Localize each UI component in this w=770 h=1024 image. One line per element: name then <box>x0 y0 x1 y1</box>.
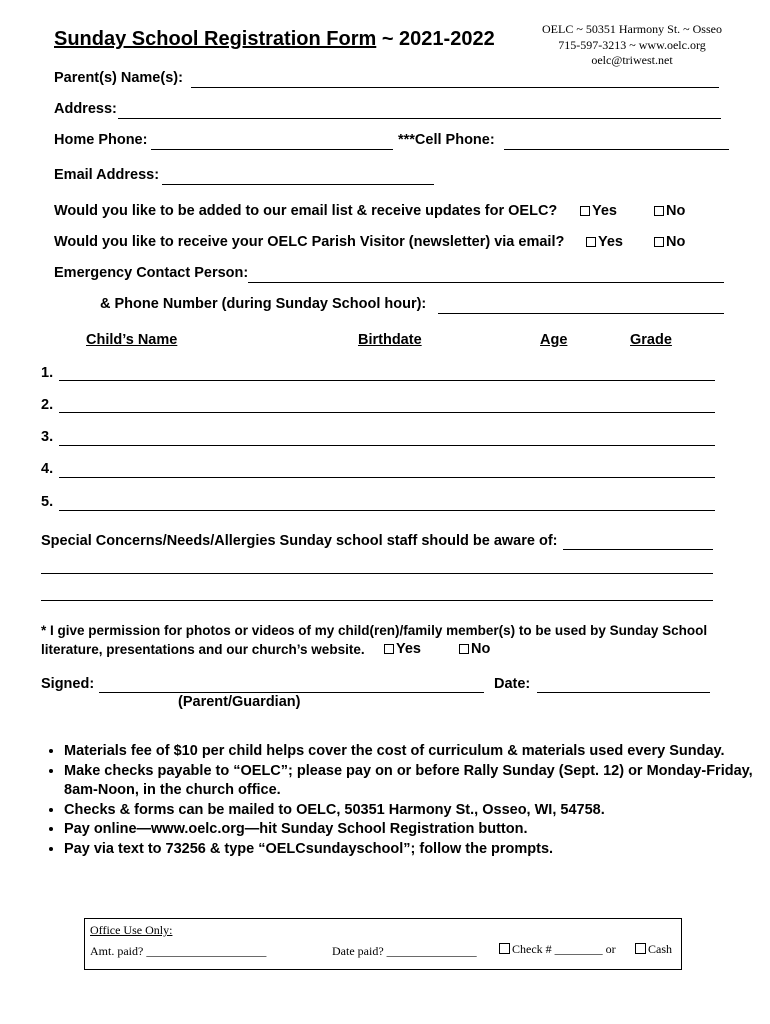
cash-option[interactable] <box>635 942 672 957</box>
parent-guardian-label: (Parent/Guardian) <box>178 694 301 710</box>
cash-label: Cash <box>648 942 672 956</box>
child-row-field[interactable] <box>59 445 715 446</box>
list-item: • Pay online—www.oelc.org—hit Sunday School Registration button. <box>64 820 754 840</box>
age-header: Age <box>540 332 568 348</box>
email-label: Email Address: <box>54 167 160 183</box>
newsletter-question: Would you like to receive your OELC Parish Visitor (newsletter) via email? <box>54 234 565 250</box>
concerns-field-line[interactable] <box>41 600 713 601</box>
email-field[interactable] <box>162 184 434 185</box>
form-title-main: Sunday School Registration Form <box>54 28 377 50</box>
concerns-field-line[interactable] <box>41 573 713 574</box>
checkbox-icon[interactable] <box>654 206 664 216</box>
list-item: • Checks & forms can be mailed to OELC, 50351 Harmony St., Osseo, WI, 54758. <box>64 801 754 821</box>
date-label: Date: <box>494 676 531 692</box>
checkbox-icon[interactable] <box>459 644 469 654</box>
signature-field[interactable] <box>99 692 484 693</box>
check-option[interactable] <box>499 942 616 957</box>
permission-no-option[interactable] <box>459 641 490 657</box>
child-row-field[interactable] <box>59 412 715 413</box>
address-field[interactable] <box>118 118 721 119</box>
checkbox-icon[interactable] <box>580 206 590 216</box>
concerns-label: Special Concerns/Needs/Allergies Sunday school staff should be aware of: <box>41 533 558 549</box>
church-contact-block <box>522 22 742 69</box>
checkbox-icon[interactable] <box>635 943 646 954</box>
child-row-field[interactable] <box>59 380 715 381</box>
no-label: No <box>666 203 686 219</box>
permission-text-line1: * I give permission for photos or videos of my child(ren)/family member(s) to be used by Sunday School <box>41 623 708 638</box>
cell-phone-field[interactable] <box>504 149 729 150</box>
concerns-field[interactable] <box>563 549 713 550</box>
date-paid-field[interactable]: Date paid? _______________ <box>332 944 477 958</box>
child-row-number: 4. <box>41 461 54 477</box>
newsletter-yes-option[interactable] <box>586 234 623 250</box>
yes-label: Yes <box>592 203 617 219</box>
info-bullet-list <box>40 742 754 859</box>
emergency-contact-field[interactable] <box>248 282 724 283</box>
child-row-number: 2. <box>41 397 54 413</box>
parents-label: Parent(s) Name(s): <box>54 70 183 86</box>
email-list-question: Would you like to be added to our email list & receive updates for OELC? <box>54 203 558 219</box>
no-label: No <box>471 641 491 657</box>
email-list-yes-option[interactable] <box>580 203 617 219</box>
check-label: Check # ________ or <box>512 942 616 956</box>
home-phone-field[interactable] <box>151 149 393 150</box>
child-row-field[interactable] <box>59 477 715 478</box>
child-row-number: 3. <box>41 429 54 445</box>
newsletter-no-option[interactable] <box>654 234 685 250</box>
date-field[interactable] <box>537 692 710 693</box>
checkbox-icon[interactable] <box>384 644 394 654</box>
permission-text-line2: literature, presentations and our church’s website. <box>41 642 365 657</box>
amount-paid-field[interactable]: Amt. paid? ____________________ <box>90 944 267 958</box>
office-use-box <box>84 918 682 970</box>
permission-yes-option[interactable] <box>384 641 421 657</box>
home-phone-label: Home Phone: <box>54 132 148 148</box>
yes-label: Yes <box>598 234 623 250</box>
child-name-header: Child’s Name <box>86 332 178 348</box>
parents-name-field[interactable] <box>191 87 719 88</box>
list-item: • Pay via text to 73256 & type “OELCsundayschool”; follow the prompts. <box>64 840 754 860</box>
checkbox-icon[interactable] <box>499 943 510 954</box>
church-email: oelc@triwest.net <box>591 53 673 67</box>
birthdate-header: Birthdate <box>358 332 422 348</box>
child-row-number: 1. <box>41 365 54 381</box>
church-phone-web: 715-597-3213 ~ www.oelc.org <box>558 37 706 52</box>
list-item: • Make checks payable to “OELC”; please pay on or before Rally Sunday (Sept. 12) or Monday-Friday, 8am-Noon, in the church office. <box>64 762 754 801</box>
list-item: • Materials fee of $10 per child helps cover the cost of curriculum & materials used every Sunday. <box>64 742 754 762</box>
emergency-phone-field[interactable] <box>438 313 724 314</box>
checkbox-icon[interactable] <box>586 237 596 247</box>
emergency-contact-label: Emergency Contact Person: <box>54 265 249 281</box>
church-address: OELC ~ 50351 Harmony St. ~ Osseo <box>542 22 722 36</box>
checkbox-icon[interactable] <box>654 237 664 247</box>
child-row-number: 5. <box>41 494 54 510</box>
form-title <box>54 28 495 51</box>
child-row-field[interactable] <box>59 510 715 511</box>
cell-phone-label: ***Cell Phone: <box>398 132 495 148</box>
yes-label: Yes <box>396 641 421 657</box>
form-title-year: ~ 2021-2022 <box>376 28 495 50</box>
no-label: No <box>666 234 686 250</box>
emergency-phone-label: & Phone Number (during Sunday School hour): <box>100 296 427 312</box>
office-use-title: Office Use Only: <box>90 923 173 937</box>
grade-header: Grade <box>630 332 672 348</box>
address-label: Address: <box>54 101 117 117</box>
email-list-no-option[interactable] <box>654 203 685 219</box>
signed-label: Signed: <box>41 676 95 692</box>
